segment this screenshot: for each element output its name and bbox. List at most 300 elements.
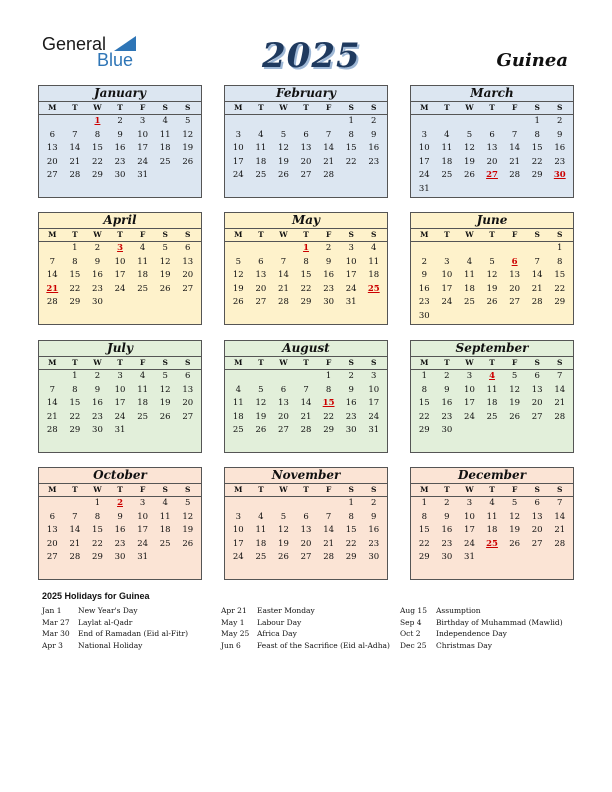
weekday-label: T <box>258 230 264 239</box>
day-cell: 3 <box>139 498 146 508</box>
day-cell <box>526 242 549 256</box>
day-cell <box>548 424 571 438</box>
day-cell: 18 <box>368 270 380 280</box>
week-row <box>225 242 387 256</box>
day-cell: 30 <box>418 310 430 321</box>
day-cell: 12 <box>278 143 289 153</box>
day-cell: 8 <box>94 511 101 522</box>
day-cell: 26 <box>232 297 244 307</box>
holiday-name: Feast of the Sacrifice (Eid al-Adha) <box>257 640 390 650</box>
day-cell: 27 <box>182 411 194 422</box>
day-cell <box>458 310 481 324</box>
day-cell: 10 <box>345 256 357 267</box>
day-cell: 8 <box>325 384 332 395</box>
week-row <box>411 242 573 256</box>
holiday-day: 6 <box>511 256 518 267</box>
day-cell: 16 <box>345 398 357 408</box>
week-row <box>411 370 573 384</box>
day-cell: 22 <box>345 156 357 167</box>
month-july <box>38 340 202 453</box>
day-cell: 9 <box>117 129 123 140</box>
day-cell: 12 <box>159 256 171 267</box>
day-cell: 21 <box>531 283 543 294</box>
day-cell: 27 <box>509 297 521 307</box>
weekday-label: T <box>489 230 495 239</box>
day-cell: 23 <box>114 538 126 549</box>
weekday-label: M <box>420 230 429 239</box>
day-cell: 15 <box>418 525 430 535</box>
day-cell: 28 <box>554 538 566 549</box>
week-row <box>39 169 201 183</box>
week-row <box>411 169 573 183</box>
day-cell: 4 <box>489 498 495 508</box>
day-cell: 7 <box>557 371 563 381</box>
day-cell: 17 <box>137 525 149 535</box>
day-cell <box>250 497 273 511</box>
day-cell <box>481 242 504 256</box>
weekday-label: W <box>93 358 102 367</box>
holiday-name: New Year's Day <box>78 606 138 615</box>
day-cell: 11 <box>486 384 498 395</box>
day-cell: 28 <box>46 425 58 435</box>
day-cell: 13 <box>46 143 58 153</box>
week-row <box>225 411 387 425</box>
day-cell <box>272 115 295 129</box>
day-cell: 6 <box>49 129 55 140</box>
day-cell: 16 <box>92 398 103 408</box>
weekday-label: T <box>444 358 450 367</box>
day-cell: 26 <box>486 297 498 307</box>
weekday-header <box>411 357 573 370</box>
day-cell: 6 <box>185 243 191 253</box>
week-row <box>39 115 201 129</box>
holiday-day: 1 <box>303 243 309 253</box>
month-february <box>224 85 388 198</box>
holiday-day: 27 <box>486 170 498 180</box>
day-cell: 29 <box>554 297 566 307</box>
day-cell: 14 <box>323 143 335 153</box>
day-cell <box>64 497 87 511</box>
weekday-label: S <box>185 230 191 239</box>
month-name: July <box>39 341 201 357</box>
day-cell <box>154 169 177 183</box>
day-cell: 7 <box>534 256 540 267</box>
day-cell: 11 <box>159 511 171 522</box>
week-row <box>225 384 387 398</box>
day-cell: 20 <box>486 156 498 167</box>
day-cell: 24 <box>114 283 126 294</box>
holiday-entry <box>221 640 390 652</box>
day-cell <box>272 370 295 384</box>
day-cell: 4 <box>466 256 473 267</box>
weekday-label: W <box>465 103 474 112</box>
day-cell: 14 <box>554 384 566 395</box>
day-cell <box>176 551 199 565</box>
day-cell: 25 <box>137 283 149 294</box>
day-cell: 31 <box>137 552 149 562</box>
day-cell: 23 <box>368 538 380 549</box>
month-march <box>410 85 574 198</box>
day-cell: 8 <box>72 384 78 395</box>
month-name: June <box>411 213 573 229</box>
day-cell: 10 <box>464 511 475 522</box>
day-cell: 12 <box>182 129 194 140</box>
day-cell: 28 <box>531 297 543 307</box>
weekday-label: T <box>444 230 450 239</box>
holiday-entry <box>400 640 563 652</box>
day-cell: 23 <box>418 297 430 307</box>
day-cell <box>340 169 363 183</box>
day-cell: 3 <box>117 371 123 381</box>
day-cell: 20 <box>182 398 194 408</box>
day-cell: 1 <box>72 371 78 381</box>
day-cell: 30 <box>92 297 103 307</box>
day-cell: 12 <box>278 525 289 535</box>
week-row <box>225 424 387 438</box>
week-row <box>411 156 573 170</box>
day-cell: 29 <box>300 297 312 307</box>
day-cell <box>481 310 504 324</box>
holiday-day: 25 <box>367 283 380 294</box>
weekday-label: S <box>534 230 540 239</box>
weekday-label: S <box>348 485 354 494</box>
day-cell: 24 <box>418 170 430 180</box>
weekday-label: T <box>489 485 495 494</box>
day-cell: 29 <box>69 425 81 435</box>
day-cell: 15 <box>554 270 566 280</box>
weekday-label: W <box>279 358 288 367</box>
day-cell: 18 <box>255 538 267 549</box>
day-cell: 12 <box>255 398 267 408</box>
day-cell: 6 <box>280 384 287 395</box>
day-cell: 18 <box>159 143 171 153</box>
day-cell: 11 <box>441 143 453 153</box>
month-november <box>224 467 388 580</box>
weekday-label: T <box>444 485 450 494</box>
weekday-header <box>39 102 201 115</box>
day-cell: 19 <box>232 283 244 294</box>
holiday-name: Labour Day <box>257 617 302 627</box>
day-cell <box>41 370 64 384</box>
day-cell: 17 <box>368 398 380 408</box>
day-cell <box>548 183 571 197</box>
day-cell: 6 <box>489 129 495 140</box>
day-cell: 27 <box>182 283 194 294</box>
day-cell <box>458 242 481 256</box>
day-cell: 3 <box>235 511 241 522</box>
week-row <box>225 524 387 538</box>
day-cell: 10 <box>137 129 149 140</box>
day-cell: 18 <box>232 411 244 422</box>
day-cell: 14 <box>46 398 58 408</box>
day-cell: 16 <box>114 143 126 153</box>
day-cell: 7 <box>49 384 55 395</box>
day-cell: 8 <box>94 129 101 140</box>
day-cell: 13 <box>255 270 267 280</box>
day-cell: 3 <box>139 116 146 126</box>
weekday-label: W <box>279 485 288 494</box>
day-cell: 20 <box>46 538 58 549</box>
day-cell: 22 <box>323 411 335 422</box>
day-cell: 22 <box>418 538 430 549</box>
day-cell: 5 <box>235 256 241 267</box>
day-cell: 1 <box>94 498 101 508</box>
day-cell: 24 <box>368 411 380 422</box>
day-cell: 15 <box>418 398 430 408</box>
day-cell <box>272 242 295 256</box>
week-row <box>39 424 201 438</box>
day-cell: 31 <box>368 425 380 435</box>
day-cell: 8 <box>348 129 354 140</box>
day-cell <box>250 115 273 129</box>
day-cell <box>154 424 177 438</box>
day-cell: 10 <box>368 384 380 395</box>
month-name: January <box>39 86 201 102</box>
weekday-label: T <box>303 485 309 494</box>
day-cell: 24 <box>345 283 357 294</box>
week-row <box>39 269 201 283</box>
day-cell: 9 <box>348 384 354 395</box>
holiday-entry <box>42 617 188 629</box>
holidays-title: 2025 Holidays for Guinea <box>42 591 150 601</box>
day-cell: 9 <box>94 256 101 267</box>
day-cell: 10 <box>137 511 149 522</box>
day-cell <box>503 183 526 197</box>
day-cell: 1 <box>421 371 427 381</box>
day-cell: 27 <box>300 170 312 180</box>
day-cell: 2 <box>348 371 354 381</box>
day-cell: 8 <box>421 384 427 395</box>
day-cell: 12 <box>232 270 244 280</box>
week-row <box>225 296 387 310</box>
day-cell: 13 <box>486 143 498 153</box>
week-row <box>411 115 573 129</box>
country-title: Guinea <box>496 50 568 71</box>
day-cell <box>362 169 385 183</box>
day-cell: 18 <box>137 270 149 280</box>
week-row <box>39 129 201 143</box>
day-cell <box>503 242 526 256</box>
day-cell: 23 <box>345 411 357 422</box>
holiday-entry <box>42 605 188 617</box>
day-cell: 29 <box>92 170 103 180</box>
day-cell: 16 <box>323 270 335 280</box>
day-cell: 27 <box>255 297 267 307</box>
day-cell <box>227 115 250 129</box>
week-row <box>225 370 387 384</box>
week-row <box>225 538 387 552</box>
day-cell: 3 <box>371 371 377 381</box>
weekday-label: T <box>303 358 309 367</box>
day-cell: 19 <box>278 538 289 549</box>
day-cell: 12 <box>182 511 194 522</box>
week-row <box>39 283 201 297</box>
week-row <box>411 142 573 156</box>
day-cell: 23 <box>554 156 566 167</box>
holiday-entry <box>221 605 390 617</box>
week-row <box>225 169 387 183</box>
weekday-header <box>39 484 201 497</box>
weekday-label: M <box>420 485 429 494</box>
month-october <box>38 467 202 580</box>
week-row <box>39 156 201 170</box>
day-cell: 30 <box>441 552 453 562</box>
weekday-label: T <box>258 485 264 494</box>
holiday-entry <box>400 628 563 640</box>
day-cell: 16 <box>441 398 453 408</box>
day-cell: 2 <box>94 243 101 253</box>
day-cell: 30 <box>368 552 380 562</box>
day-cell <box>41 115 64 129</box>
holiday-name: Laylat al-Qadr <box>78 617 133 627</box>
day-cell <box>526 424 549 438</box>
day-cell <box>413 242 436 256</box>
weekday-label: S <box>557 485 563 494</box>
day-cell <box>458 115 481 129</box>
weekday-label: S <box>162 358 168 367</box>
day-cell: 3 <box>235 129 241 140</box>
day-cell: 18 <box>464 283 475 294</box>
day-cell: 20 <box>531 398 543 408</box>
week-row <box>411 384 573 398</box>
day-cell: 28 <box>300 425 312 435</box>
day-cell: 17 <box>114 398 126 408</box>
day-cell <box>503 310 526 324</box>
week-row <box>225 269 387 283</box>
day-cell <box>41 242 64 256</box>
day-cell: 20 <box>255 283 267 294</box>
holiday-entry <box>221 617 390 629</box>
holiday-name: Assumption <box>436 606 481 615</box>
day-cell: 18 <box>255 156 267 167</box>
day-cell: 12 <box>464 143 475 153</box>
day-cell: 11 <box>137 384 149 395</box>
day-cell: 28 <box>509 170 521 180</box>
day-cell: 26 <box>464 170 475 180</box>
month-september <box>410 340 574 453</box>
day-cell <box>503 424 526 438</box>
year-title: 2025 <box>262 36 361 76</box>
day-cell: 27 <box>531 411 543 422</box>
day-cell: 14 <box>69 143 81 153</box>
day-cell: 4 <box>258 511 264 522</box>
week-row <box>411 129 573 143</box>
weekday-label: M <box>234 230 243 239</box>
week-row <box>225 115 387 129</box>
weekday-header <box>225 484 387 497</box>
day-cell: 22 <box>92 538 103 549</box>
day-cell: 5 <box>466 129 473 140</box>
weekday-label: M <box>420 358 429 367</box>
week-row <box>39 370 201 384</box>
day-cell: 29 <box>418 425 430 435</box>
day-cell: 21 <box>554 398 566 408</box>
day-cell: 9 <box>444 511 450 522</box>
day-cell: 28 <box>46 297 58 307</box>
day-cell: 11 <box>232 398 244 408</box>
day-cell: 29 <box>323 425 335 435</box>
day-cell: 25 <box>232 425 244 435</box>
day-cell: 19 <box>255 411 267 422</box>
day-cell: 10 <box>418 143 430 153</box>
day-cell: 9 <box>444 384 450 395</box>
day-cell: 2 <box>325 243 332 253</box>
month-december <box>410 467 574 580</box>
holiday-day: 1 <box>94 116 101 126</box>
holiday-entry <box>221 628 390 640</box>
day-cell: 24 <box>137 156 149 167</box>
holiday-column <box>221 605 390 651</box>
day-cell: 8 <box>348 511 354 522</box>
day-cell: 27 <box>300 552 312 562</box>
weekday-label: F <box>325 485 332 494</box>
day-cell: 1 <box>325 371 332 381</box>
day-cell: 14 <box>69 525 81 535</box>
day-cell: 13 <box>531 511 543 522</box>
weekday-label: T <box>444 103 450 112</box>
day-cell: 18 <box>441 156 453 167</box>
day-cell: 21 <box>278 283 289 294</box>
week-row <box>411 310 573 324</box>
day-cell <box>458 183 481 197</box>
month-august <box>224 340 388 453</box>
day-cell: 15 <box>69 398 81 408</box>
day-cell: 18 <box>486 525 498 535</box>
week-row <box>39 511 201 525</box>
holiday-name: National Holiday <box>78 640 143 650</box>
day-cell <box>154 296 177 310</box>
day-cell: 24 <box>137 538 149 549</box>
holiday-name: Independence Day <box>436 629 507 638</box>
day-cell <box>317 497 340 511</box>
holiday-entry <box>42 640 188 652</box>
month-name: September <box>411 341 573 357</box>
day-cell: 21 <box>323 538 335 549</box>
day-cell: 24 <box>114 411 126 422</box>
day-cell: 21 <box>300 411 312 422</box>
weekday-label: S <box>534 485 540 494</box>
day-cell: 5 <box>511 498 518 508</box>
holiday-entry <box>400 605 563 617</box>
holiday-date: Apr 3 <box>42 640 63 650</box>
day-cell: 14 <box>531 270 543 280</box>
day-cell: 25 <box>159 538 171 549</box>
day-cell: 15 <box>531 143 543 153</box>
weekday-label: T <box>117 358 123 367</box>
weekday-label: T <box>258 358 264 367</box>
week-row <box>411 538 573 552</box>
day-cell: 23 <box>323 283 335 294</box>
day-cell <box>526 183 549 197</box>
day-cell: 10 <box>232 525 244 535</box>
day-cell: 4 <box>235 384 241 395</box>
day-cell: 7 <box>303 384 309 395</box>
day-cell: 24 <box>441 297 453 307</box>
day-cell <box>458 424 481 438</box>
day-cell <box>131 296 154 310</box>
weekday-label: S <box>534 103 540 112</box>
holiday-name: Birthday of Muhammad (Mawlid) <box>436 617 563 627</box>
week-row <box>39 256 201 270</box>
day-cell: 9 <box>117 511 123 522</box>
day-cell <box>176 169 199 183</box>
week-row <box>225 397 387 411</box>
day-cell: 7 <box>557 498 563 508</box>
day-cell: 6 <box>49 511 55 522</box>
day-cell: 10 <box>114 384 126 395</box>
day-cell <box>131 424 154 438</box>
day-cell: 17 <box>441 283 453 294</box>
